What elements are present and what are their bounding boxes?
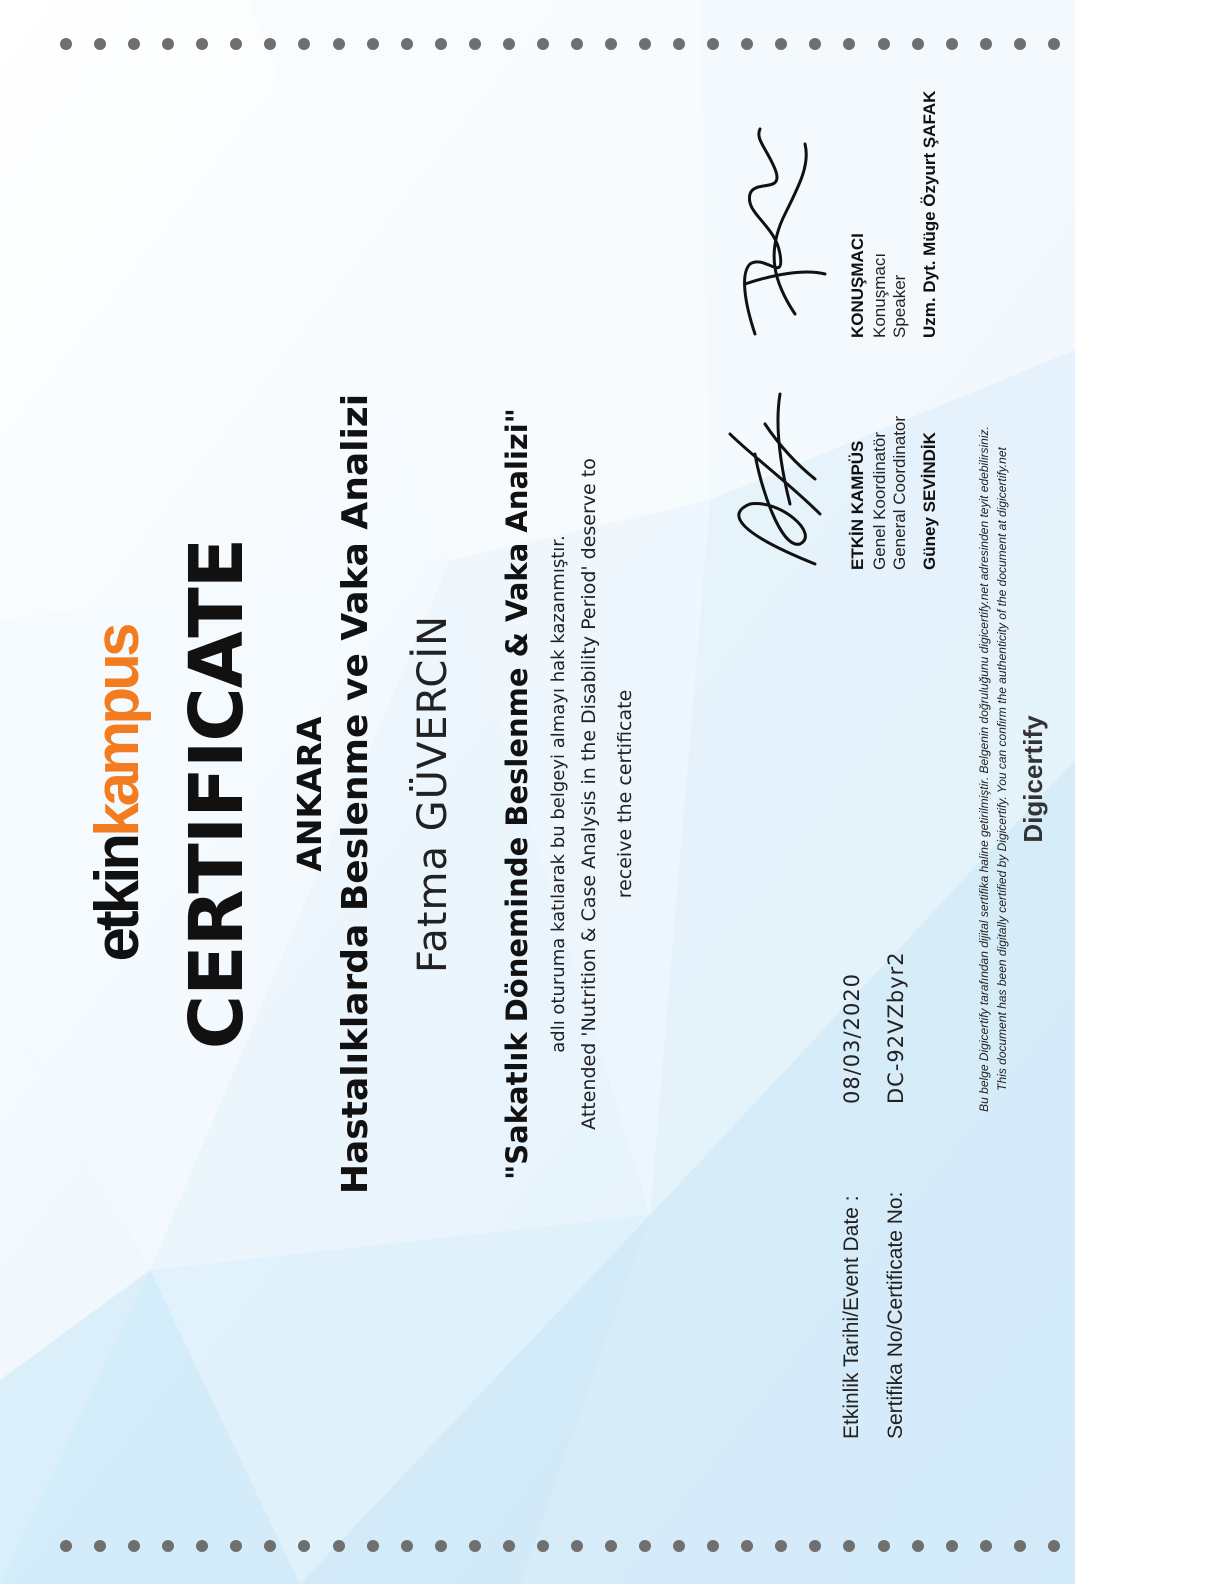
- certificate-title: CERTIFICATE: [174, 538, 260, 1050]
- footer-verification-tr: Bu belge Digicertify tarafından dijital sertifika haline getirilmiştir. Belgenin doğruluğunu digicertify.net adresinden teyit edebilirsiniz.: [977, 426, 991, 1112]
- logo-part-accent: kampus: [83, 626, 152, 837]
- signature-speaker: [715, 114, 840, 344]
- speaker-role: KONUŞMACI: [848, 233, 867, 338]
- coordinator-org: ETKİN KAMPÜS: [848, 440, 867, 570]
- digicertify-brand: Digicertify: [1018, 715, 1048, 843]
- attendance-text-en-line1: Attended 'Nutrition & Case Analysis in the Disability Period' deserve to: [578, 458, 600, 1130]
- logo-part-dark: etkin: [83, 836, 152, 962]
- event-date-label: Etkinlik Tarihi/Event Date :: [840, 1195, 863, 1439]
- coordinator-title-en: General Coordinator: [890, 415, 909, 570]
- certificate-number-label: Sertifika No/Certificate No:: [884, 1191, 907, 1439]
- etkinkampus-logo: [82, 624, 154, 964]
- speaker-name: Uzm. Dyt. Müge Özyurt ŞAFAK: [920, 90, 939, 338]
- event-name: Hastalıklarda Beslenme ve Vaka Analizi: [335, 393, 376, 1195]
- event-city: ANKARA: [290, 716, 329, 872]
- session-title: "Sakatlık Döneminde Beslenme & Vaka Analizi": [500, 408, 534, 1180]
- recipient-name: Fatma GÜVERCİN: [410, 614, 456, 974]
- attendance-text-en-line2: receive the certificate: [614, 689, 636, 899]
- speaker-title-tr: Konuşmacı: [870, 252, 889, 338]
- attendance-text-tr: adlı oturuma katılarak bu belgeyi almayı hak kazanmıştır.: [548, 535, 569, 1053]
- speaker-title-en: Speaker: [890, 274, 909, 338]
- coordinator-name: Güney SEVİNDİK: [920, 432, 939, 570]
- signature-coordinator: [720, 384, 840, 574]
- certificate-number-value: DC-92VZbyr2: [884, 951, 908, 1104]
- footer-verification-en: This document has been digitally certified by Digicertify. You can confirm the authenticity of the document at digicertify.net: [995, 447, 1009, 1091]
- event-date-value: 08/03/2020: [840, 972, 864, 1104]
- coordinator-title-tr: Genel Koordinatör: [870, 432, 889, 570]
